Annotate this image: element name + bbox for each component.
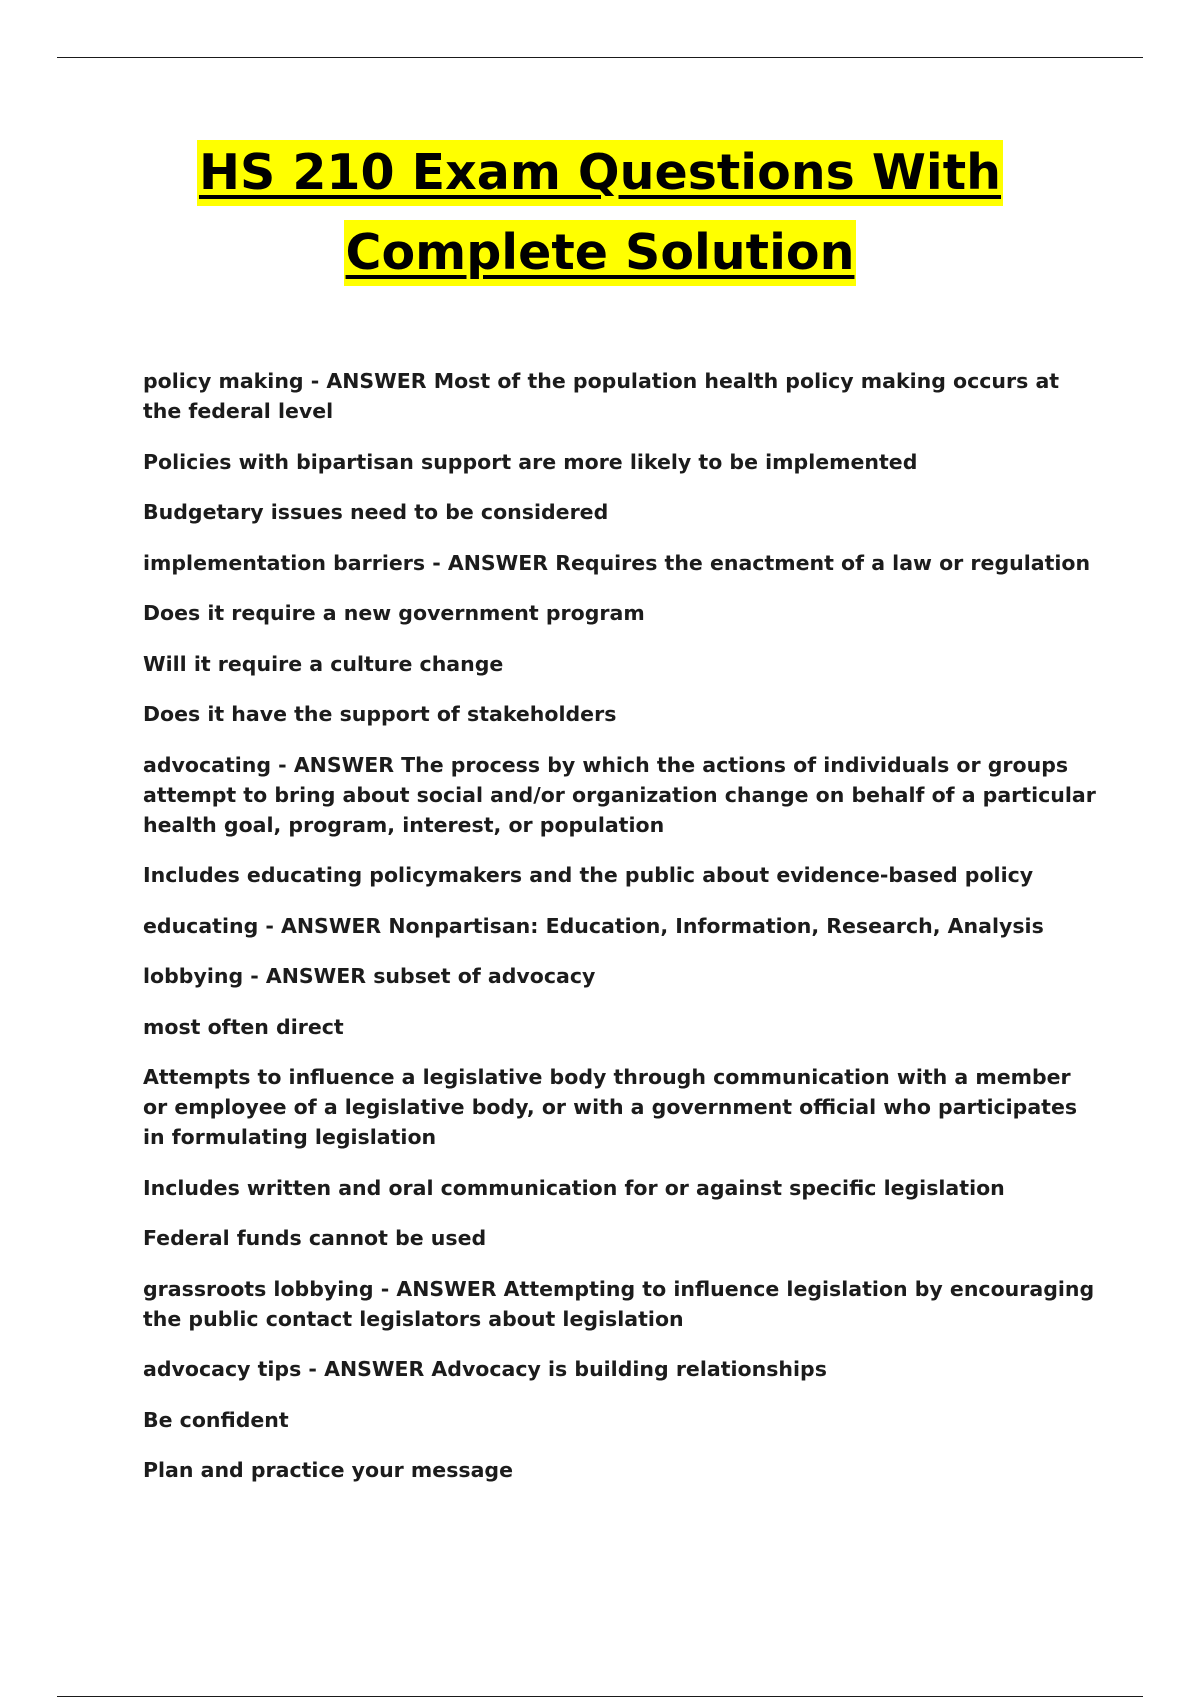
title-line-2: Complete Solution [344, 220, 857, 286]
qa-entry: advocating - ANSWER The process by which the actions of individuals or groups attempt to bring about social and/or organization change on behalf of a particular health goal, program, interest, or population [143, 752, 1096, 837]
qa-list [143, 366, 1098, 1506]
qa-entry: Will it require a culture change [143, 651, 504, 676]
footer-rule [57, 1696, 1143, 1697]
qa-entry: advocacy tips - ANSWER Advocacy is building relationships [143, 1357, 827, 1381]
header-rule [57, 57, 1143, 58]
qa-entry: Does it require a new government program [143, 601, 645, 625]
qa-entry: Plan and practice your message [143, 1458, 514, 1482]
qa-entry: grassroots lobbying - ANSWER Attempting to influence legislation by encouraging the public contact legislators about legislation [143, 1276, 1095, 1331]
qa-entry: Does it have the support of stakeholders [143, 702, 617, 726]
qa-entry: policy making - ANSWER Most of the population health policy making occurs at the federal level [143, 369, 1060, 423]
qa-entry: Budgetary issues need to be considered [143, 500, 609, 524]
qa-entry: educating - ANSWER Nonpartisan: Education, Information, Research, Analysis [143, 913, 1044, 938]
title-line-1: HS 210 Exam Questions With [197, 140, 1003, 206]
qa-entry: Attempts to influence a legislative body through communication with a member or employee of a legislative body, or with a government official who participates in formulating legislation [143, 1065, 1078, 1149]
qa-entry: implementation barriers - ANSWER Requires the enactment of a law or regulation [143, 550, 1091, 575]
qa-entry: Be confident [143, 1407, 289, 1432]
qa-entry: Includes educating policymakers and the public about evidence-based policy [143, 863, 1034, 887]
qa-entry: Federal funds cannot be used [143, 1226, 487, 1250]
qa-entry: Includes written and oral communication for or against specific legislation [143, 1175, 1005, 1200]
page-title [0, 140, 1200, 300]
qa-entry: lobbying - ANSWER subset of advocacy [143, 964, 596, 988]
qa-entry: Policies with bipartisan support are more likely to be implemented [143, 449, 918, 474]
qa-entry: most often direct [143, 1014, 344, 1039]
